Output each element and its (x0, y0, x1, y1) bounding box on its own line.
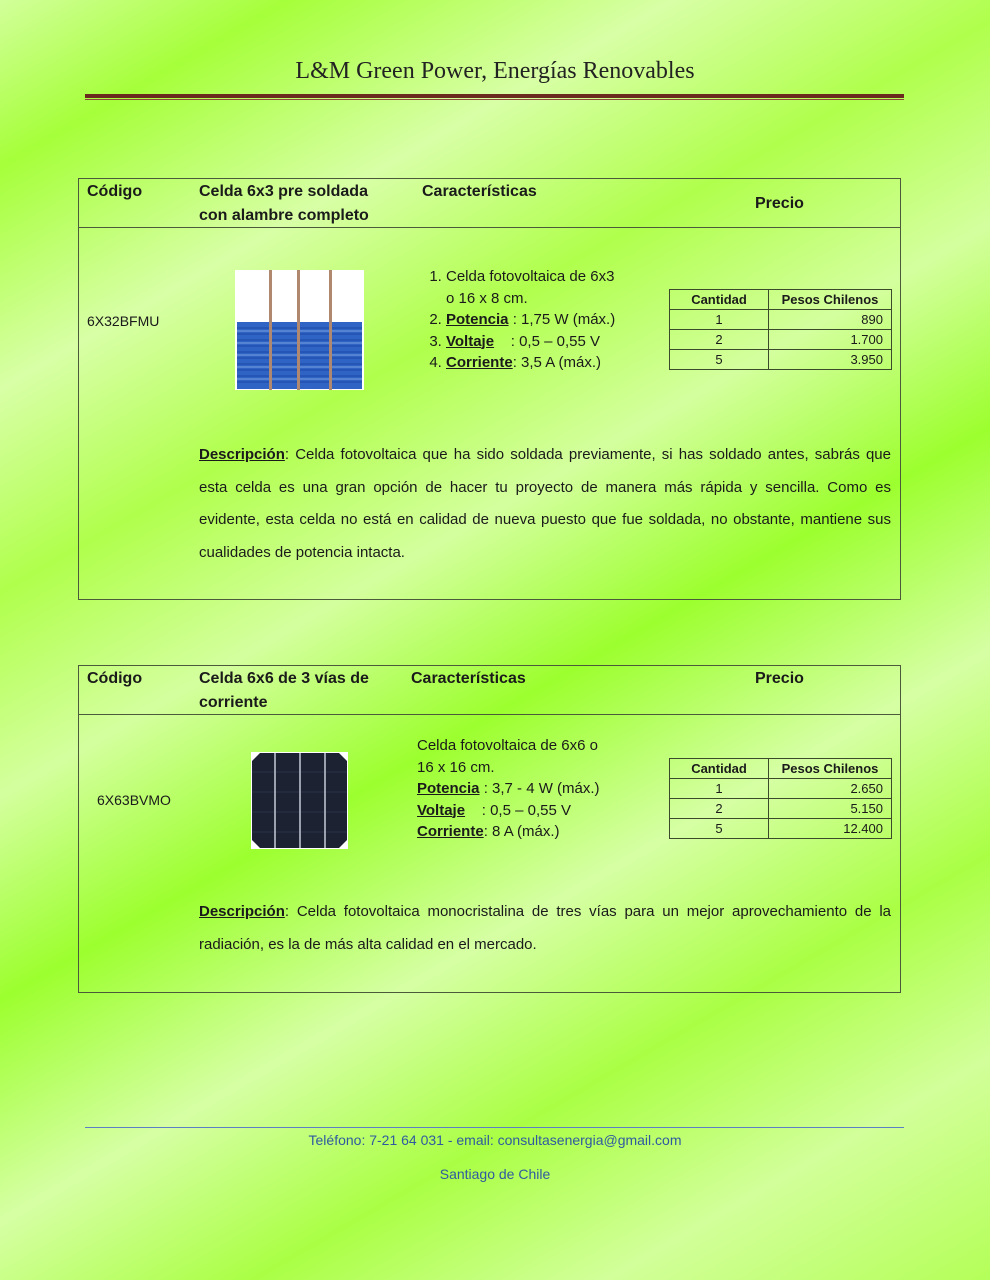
table-row: 5 3.950 (670, 350, 892, 370)
page-header-title: L&M Green Power, Energías Renovables (295, 58, 695, 84)
price-table-header-pesos: Pesos Chilenos (769, 290, 892, 310)
footer-contact: Teléfono: 7-21 64 031 - email: consultasenergia@gmail.com (308, 1132, 682, 1148)
product-card-6x6 (78, 665, 901, 993)
product-name-header: Celda 6x6 de 3 vías de corriente (199, 670, 369, 711)
features-column-header: Características (411, 670, 526, 687)
product-header-row (79, 179, 900, 228)
product-name-header: Celda 6x3 pre soldada con alambre completo (199, 183, 369, 224)
footer-divider (85, 1127, 904, 1128)
solar-cell-6x3-photo (235, 270, 364, 390)
price-table (669, 758, 892, 839)
price-table-header-quantity: Cantidad (670, 759, 769, 779)
feature-voltage: 3. Voltaje : 0,5 – 0,55 V (446, 331, 647, 353)
feature-current: 4. Corriente: 3,5 A (máx.) (446, 352, 647, 374)
feature-current: Corriente: 8 A (máx.) (417, 823, 560, 840)
price-table-header-quantity: Cantidad (670, 290, 769, 310)
product-code: 6X32BFMU (87, 313, 160, 329)
product-header-row (79, 666, 900, 715)
code-column-header: Código (87, 670, 143, 687)
price-column-header: Precio (755, 670, 804, 687)
table-row: 5 12.400 (670, 819, 892, 839)
price-table (669, 289, 892, 370)
feature-power: 2. Potencia : 1,75 W (máx.) (446, 309, 647, 331)
table-row: 1 2.650 (670, 779, 892, 799)
code-column-header: Código (87, 183, 143, 200)
product-description: Descripción: Celda fotovoltaica monocristalina de tres vías para un mejor aprovechamiento de la radiación, es la de más alta calidad en el mercado. (199, 903, 891, 953)
product-code: 6X63BVMO (97, 792, 171, 808)
product-description: Descripción: Celda fotovoltaica que ha sido soldada previamente, si has soldado antes, sabrás que esta celda es una gran opción de hacer tu proyecto de manera más rápida y sencilla. Como es evidente, esta celda no está en calidad de nueva puesto que fue soldada, no obstante, mantiene sus cualidades de potencia intacta. (199, 446, 891, 561)
product-card-6x3 (78, 178, 901, 600)
description-label: Descripción (199, 446, 285, 463)
header-divider (85, 94, 904, 100)
description-label: Descripción (199, 903, 285, 920)
price-table-header-pesos: Pesos Chilenos (769, 759, 892, 779)
feature-dimensions: 1. Celda fotovoltaica de 6x3 o 16 x 8 cm. (446, 266, 647, 309)
feature-dimensions: Celda fotovoltaica de 6x6 o 16 x 16 cm. (417, 737, 598, 776)
features-column-header: Características (422, 183, 537, 200)
feature-voltage: Voltaje : 0,5 – 0,55 V (417, 801, 571, 819)
footer-city: Santiago de Chile (439, 1166, 551, 1182)
table-row: 2 1.700 (670, 330, 892, 350)
price-column-header: Precio (755, 195, 804, 212)
table-row: 2 5.150 (670, 799, 892, 819)
features-list (417, 266, 647, 374)
features-list (417, 735, 647, 843)
feature-power: Potencia : 3,7 - 4 W (máx.) (417, 780, 600, 797)
solar-cell-6x6-photo (251, 752, 348, 849)
table-row: 1 890 (670, 310, 892, 330)
